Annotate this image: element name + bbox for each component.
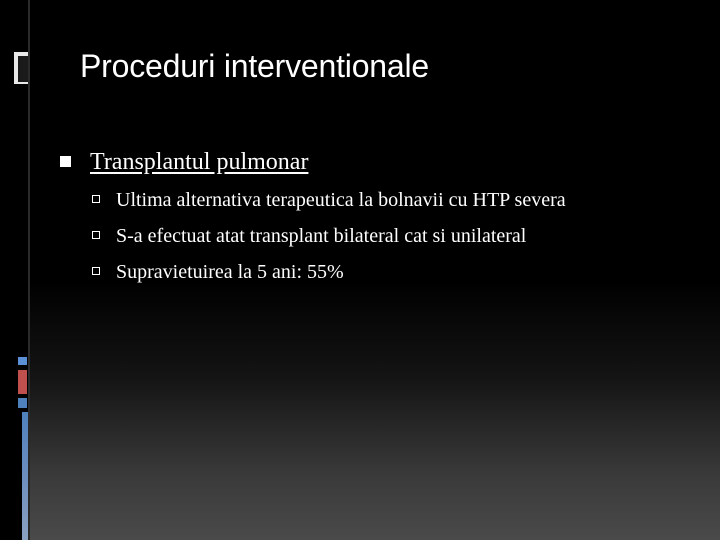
hollow-square-bullet-icon xyxy=(92,231,100,239)
accent-bar-gradient xyxy=(22,412,28,540)
blue-accent-block xyxy=(18,357,27,365)
sub-bullet-text: Ultima alternativa terapeutica la bolnavii cu HTP severa xyxy=(116,189,566,211)
sub-bullet-text: Supravietuirea la 5 ani: 55% xyxy=(116,261,344,283)
sub-bullet-item xyxy=(92,188,700,212)
bullet-level1 xyxy=(60,146,700,178)
red-accent-block xyxy=(18,370,27,394)
title-marker-inner-decoration xyxy=(18,56,28,82)
hollow-square-bullet-icon xyxy=(92,195,100,203)
bullet-level1-text: Transplantul pulmonar xyxy=(90,149,309,175)
sub-bullet-text: S-a efectuat atat transplant bilateral cat si unilateral xyxy=(116,225,527,247)
rail-divider-line xyxy=(28,0,30,540)
sub-bullet-item xyxy=(92,260,700,284)
hollow-square-bullet-icon xyxy=(92,267,100,275)
slide-title: Proceduri interventionale xyxy=(80,48,429,84)
sub-bullet-item xyxy=(92,224,700,248)
blue-accent-block-lower xyxy=(18,398,27,408)
slide-content xyxy=(60,146,700,296)
square-bullet-icon xyxy=(60,156,71,167)
